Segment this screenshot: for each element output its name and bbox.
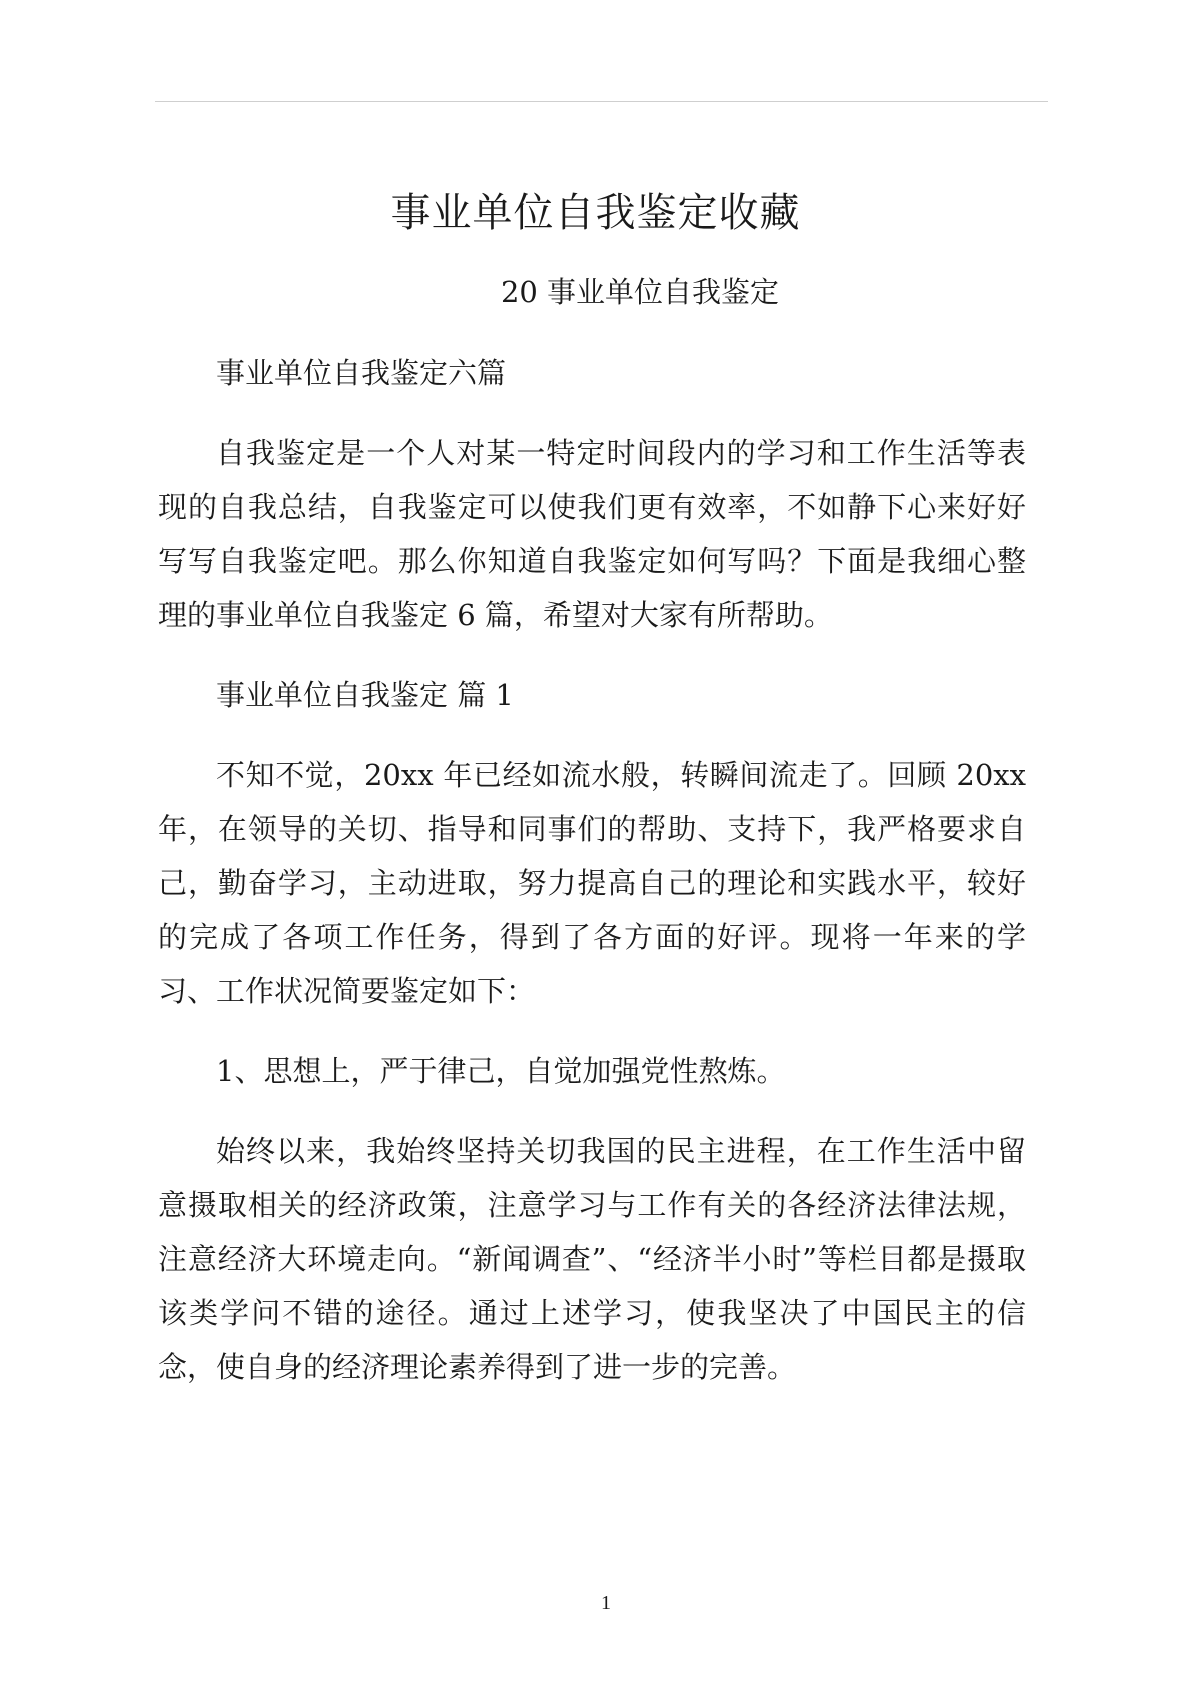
page-number: 1 bbox=[601, 1592, 611, 1614]
paragraph: 始终以来，我始终坚持关切我国的民主进程，在工作生活中留意摄取相关的经济政策，注意学习与工作有关的各经济法律法规，注意经济大环境走向。“新闻调查”、“经济半小时”等栏目都是摄取该类学问不错的途径。通过上述学习，使我坚决了中国民主的信念，使自身的经济理论素养得到了进一步的完善。 bbox=[158, 1134, 1026, 1384]
document-title: 事业单位自我鉴定收藏 bbox=[390, 190, 801, 236]
document-body bbox=[158, 346, 1026, 1420]
paragraph: 自我鉴定是一个人对某一特定时间段内的学习和工作生活等表现的自我总结，自我鉴定可以使我们更有效率，不如静下心来好好写写自我鉴定吧。那么你知道自我鉴定如何写吗？下面是我细心整理的事业单位自我鉴定 6 篇，希望对大家有所帮助。 bbox=[158, 436, 1026, 632]
section-heading: 事业单位自我鉴定六篇 bbox=[216, 356, 507, 390]
paragraph: 不知不觉，20xx 年已经如流水般，转瞬间流走了。回顾 20xx 年，在领导的关切、指导和同事们的帮助、支持下，我严格要求自己，勤奋学习，主动进取，努力提高自己的理论和实践水平，较好的完成了各项工作任务，得到了各方面的好评。现将一年来的学习、工作状况简要鉴定如下： bbox=[158, 758, 1026, 1008]
document-subtitle: 20 事业单位自我鉴定 bbox=[500, 275, 780, 309]
header-rule bbox=[155, 101, 1048, 102]
section-heading: 事业单位自我鉴定 篇 1 bbox=[216, 678, 514, 712]
list-item-heading: 1、思想上，严于律己，自觉加强党性熬炼。 bbox=[216, 1054, 786, 1088]
